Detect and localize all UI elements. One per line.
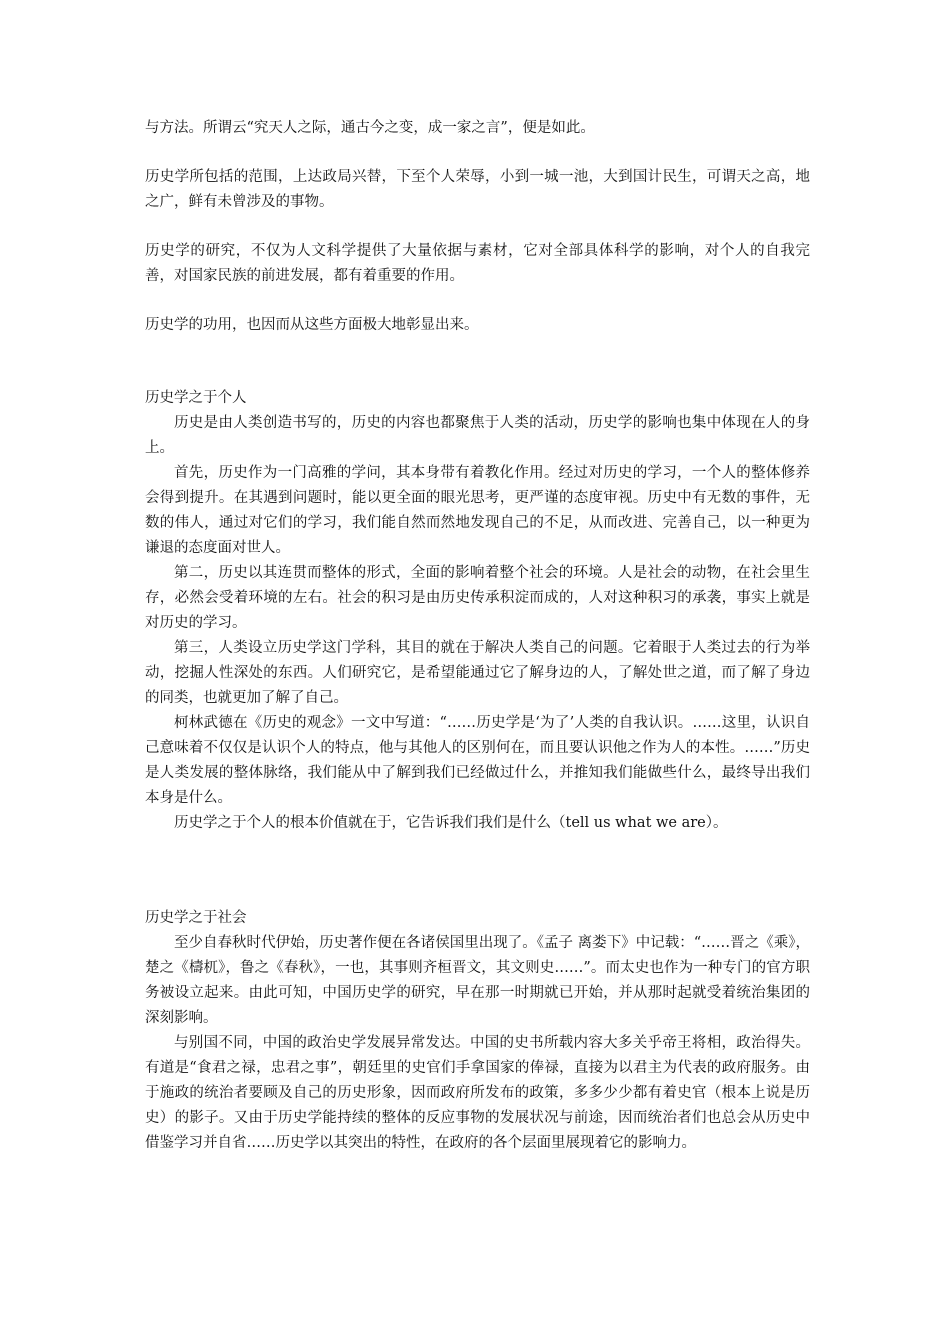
society-paragraph-1: 至少自春秋时代伊始，历史著作便在各诸侯国里出现了。《孟子 离娄下》中记载：“……晋之《乘》，楚之《檮杌》，鲁之《春秋》，一也，其事则齐桓晋文，其文则史……”。而太史也作为一种专门的官方职务被设立起来。由此可知，中国历史学的研究，早在那一时期就已开始，并从那时起就受着统治集团的深刻影响。: [145, 935, 810, 1026]
section-individual: [145, 386, 810, 836]
society-paragraph-2: 与别国不同，中国的政治史学发展异常发达。中国的史书所载内容大多关乎帝王将相，政治得失。有道是“食君之禄，忠君之事”，朝廷里的史官们手拿国家的俸禄，直接为以君主为代表的政府服务。由于施政的统治者要顾及自己的历史形象，因而政府所发布的政策，多多少少都有着史官（根本上说是历史）的影子。又由于历史学能持续的整体的反应事物的发展状况与前途，因而统治者们也总会从历史中借鉴学习并自省……历史学以其突出的特性，在政府的各个层面里展现着它的影响力。: [145, 1035, 810, 1151]
intro-paragraph-4: 历史学的功用，也因而从这些方面极大地彰显出来。: [145, 317, 479, 333]
individual-paragraph-4: 第三，人类设立历史学这门学科，其目的就在于解决人类自己的问题。它着眼于人类过去的行为举动，挖掘人性深处的东西。人们研究它，是希望能通过它了解身边的人，了解处世之道，而了解了身边的同类，也就更加了解了自己。: [145, 640, 810, 706]
intro-paragraph-1: 与方法。所谓云“究天人之际，通古今之变，成一家之言”，便是如此。: [145, 120, 595, 136]
individual-paragraph-6: 历史学之于个人的根本价值就在于，它告诉我们我们是什么（tell us what we are）。: [174, 815, 728, 831]
section-title-individual: 历史学之于个人: [145, 390, 247, 406]
intro-paragraph-2: 历史学所包括的范围，上达政局兴替，下至个人荣辱，小到一城一池，大到国计民生，可谓天之高，地之广，鲜有未曾涉及的事物。: [145, 169, 810, 210]
section-society: [145, 906, 810, 1156]
individual-paragraph-5: 柯林武德在《历史的观念》一文中写道：“……历史学是‘为了’人类的自我认识。……这里，认识自己意味着不仅仅是认识个人的特点，他与其他人的区别何在，而且要认识他之作为人的本性。……”历史是人类发展的整体脉络，我们能从中了解到我们已经做过什么，并推知我们能做些什么，最终导出我们本身是什么。: [145, 715, 810, 806]
individual-paragraph-1: 历史是由人类创造书写的，历史的内容也都聚焦于人类的活动，历史学的影响也集中体现在人的身上。: [145, 415, 810, 456]
individual-paragraph-3: 第二，历史以其连贯而整体的形式，全面的影响着整个社会的环境。人是社会的动物，在社会里生存，必然会受着环境的左右。社会的积习是由历史传承积淀而成的，人对这种积习的承袭，事实上就是对历史的学习。: [145, 565, 810, 631]
individual-paragraph-2: 首先，历史作为一门高雅的学问，其本身带有着教化作用。经过对历史的学习，一个人的整体修养会得到提升。在其遇到问题时，能以更全面的眼光思考，更严谨的态度审视。历史中有无数的事件，无数的伟人，通过对它们的学习，我们能自然而然地发现自己的不足，从而改进、完善自己，以一种更为谦退的态度面对世人。: [145, 465, 810, 556]
section-title-society: 历史学之于社会: [145, 910, 247, 926]
intro-paragraph-3: 历史学的研究，不仅为人文科学提供了大量依据与素材，它对全部具体科学的影响，对个人的自我完善，对国家民族的前进发展，都有着重要的作用。: [145, 243, 810, 284]
document-body: [145, 116, 810, 1156]
